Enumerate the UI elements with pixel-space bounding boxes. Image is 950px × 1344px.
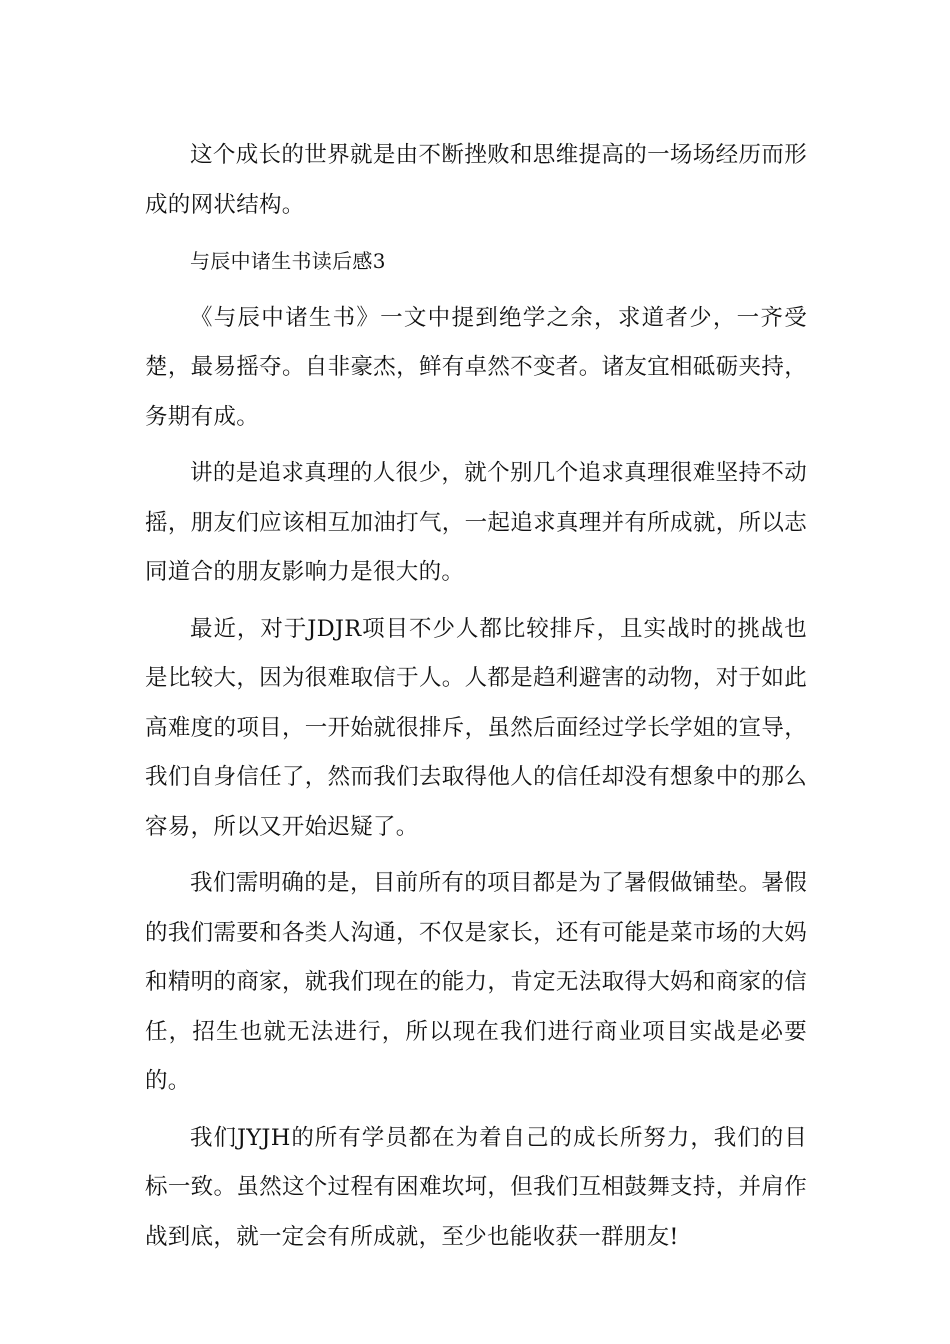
paragraph: 《与辰中诸生书》一文中提到绝学之余，求道者少，一齐受楚，最易摇夺。自非豪杰，鲜有卓然不变者。诸友宜相砥砺夹持，务期有成。 [145, 304, 807, 430]
paragraph: 我们需明确的是，目前所有的项目都是为了暑假做铺垫。暑假的我们需要和各类人沟通，不仅是家长，还有可能是菜市场的大妈和精明的商家，就我们现在的能力，肯定无法取得大妈和商家的信任，招生也就无法进行，所以现在我们进行商业项目实战是必要的。 [145, 870, 807, 1094]
paragraph: 我们JYJH的所有学员都在为着自己的成长所努力，我们的目标一致。虽然这个过程有困难坎坷，但我们互相鼓舞支持，并肩作战到底，就一定会有所成就，至少也能收获一群朋友! [145, 1124, 807, 1250]
paragraph: 这个成长的世界就是由不断挫败和思维提高的一场场经历而形成的网状结构。 [145, 142, 807, 218]
paragraph: 讲的是追求真理的人很少，就个别几个追求真理很难坚持不动摇，朋友们应该相互加油打气，一起追求真理并有所成就，所以志同道合的朋友影响力是很大的。 [145, 460, 807, 585]
section-heading: 与辰中诸生书读后感3 [190, 249, 386, 273]
paragraph: 最近，对于JDJR项目不少人都比较排斥，且实战时的挑战也是比较大，因为很难取信于人。人都是趋利避害的动物，对于如此高难度的项目，一开始就很排斥，虽然后面经过学长学姐的宣导，我们自身信任了，然而我们去取得他人的信任却没有想象中的那么容易，所以又开始迟疑了。 [145, 615, 807, 840]
document-body [145, 131, 807, 1269]
